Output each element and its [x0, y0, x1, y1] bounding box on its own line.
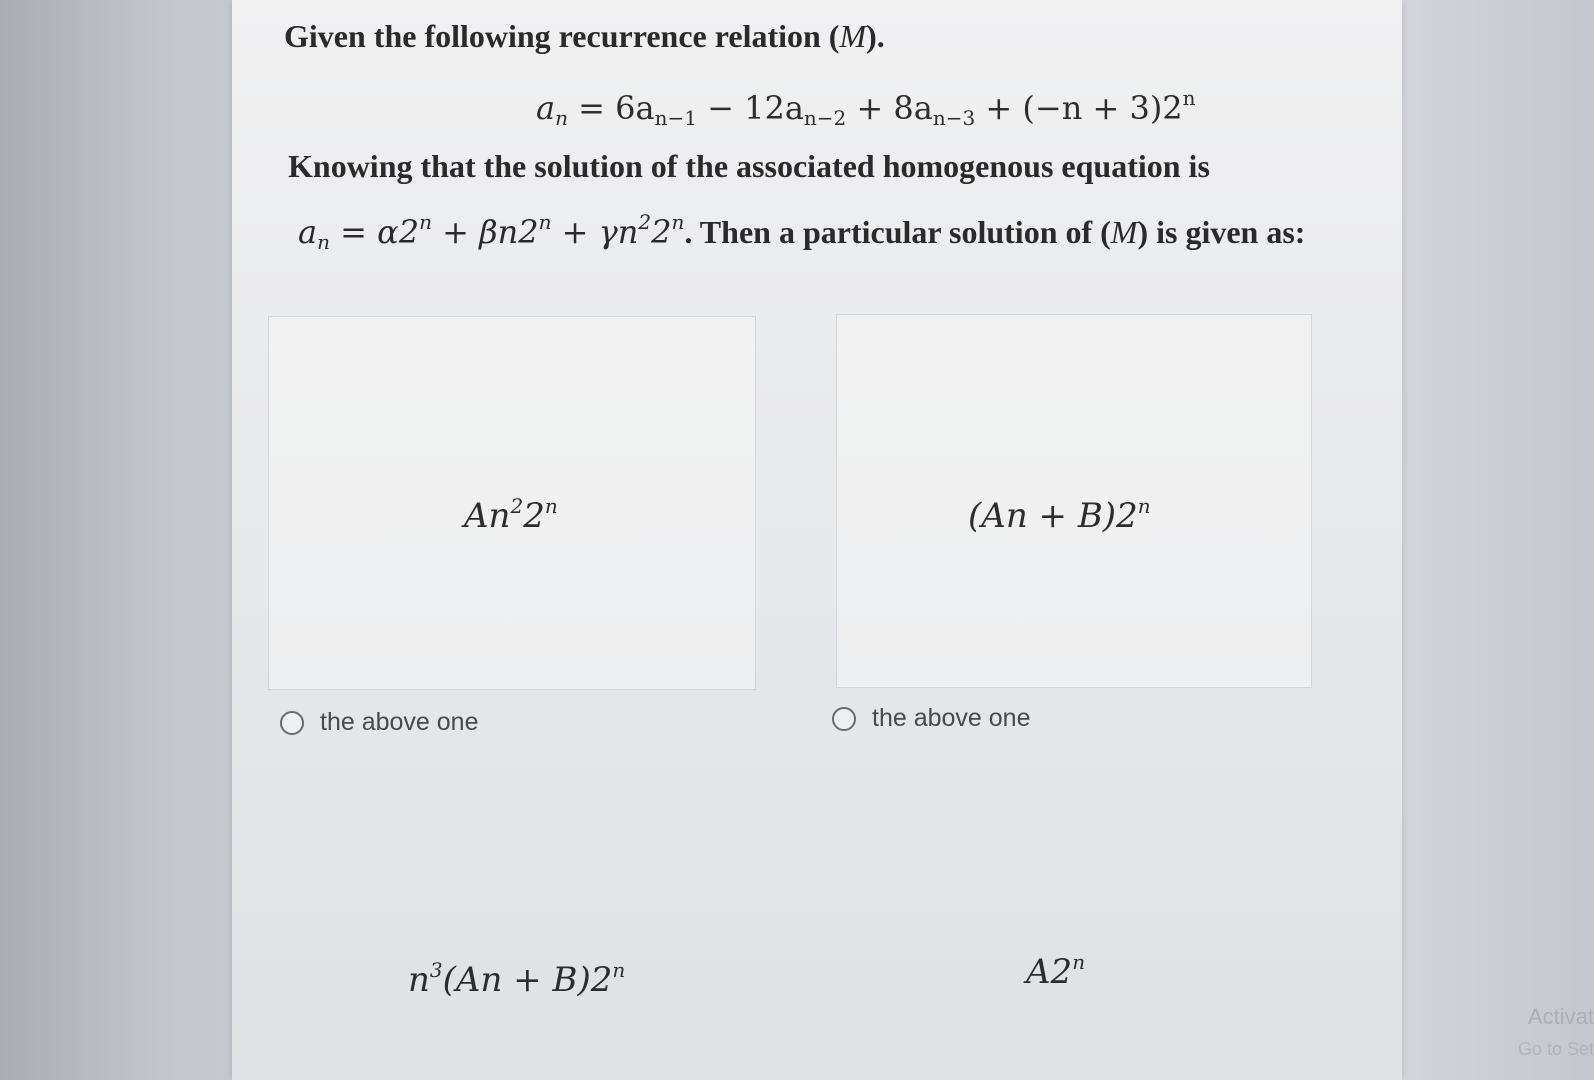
question-intro: Given the following recurrence relation (M). — [284, 18, 885, 54]
option-2-radio[interactable] — [832, 707, 856, 731]
recurrence-equation: $a_n = 6a_{n-1} - 12a_{n-2} + 8a_{n-3} + (-n + 3)2^n$ — [536, 86, 1196, 130]
option-1-label: the above one — [320, 708, 479, 736]
question-knowing: Knowing that the solution of the associated homogenous equation is — [288, 148, 1210, 184]
option-4-expression: A2$^n$ — [1026, 950, 1086, 992]
option-3-expression: $n^3(An + B)2^n$ — [408, 958, 626, 1000]
activate-windows-watermark: Activat — [1527, 1004, 1594, 1029]
option-2-choice[interactable] — [832, 704, 1030, 733]
option-1-expression: An$^2$2$^n$ — [464, 494, 558, 536]
activate-windows-sub: Go to Set — [1517, 1039, 1594, 1059]
homogenous-solution-line: $a_n = \alpha 2^n + \beta n2^n + \gamma n^22^n$. Then a particular solution of (M) is given as: — [298, 210, 1306, 254]
option-2-label: the above one — [872, 704, 1031, 732]
option-1-radio[interactable] — [280, 711, 304, 735]
option-1-choice[interactable] — [280, 708, 478, 737]
option-2-expression: $(An + B)2^n$ — [968, 494, 1151, 536]
quiz-page — [232, 0, 1402, 1080]
